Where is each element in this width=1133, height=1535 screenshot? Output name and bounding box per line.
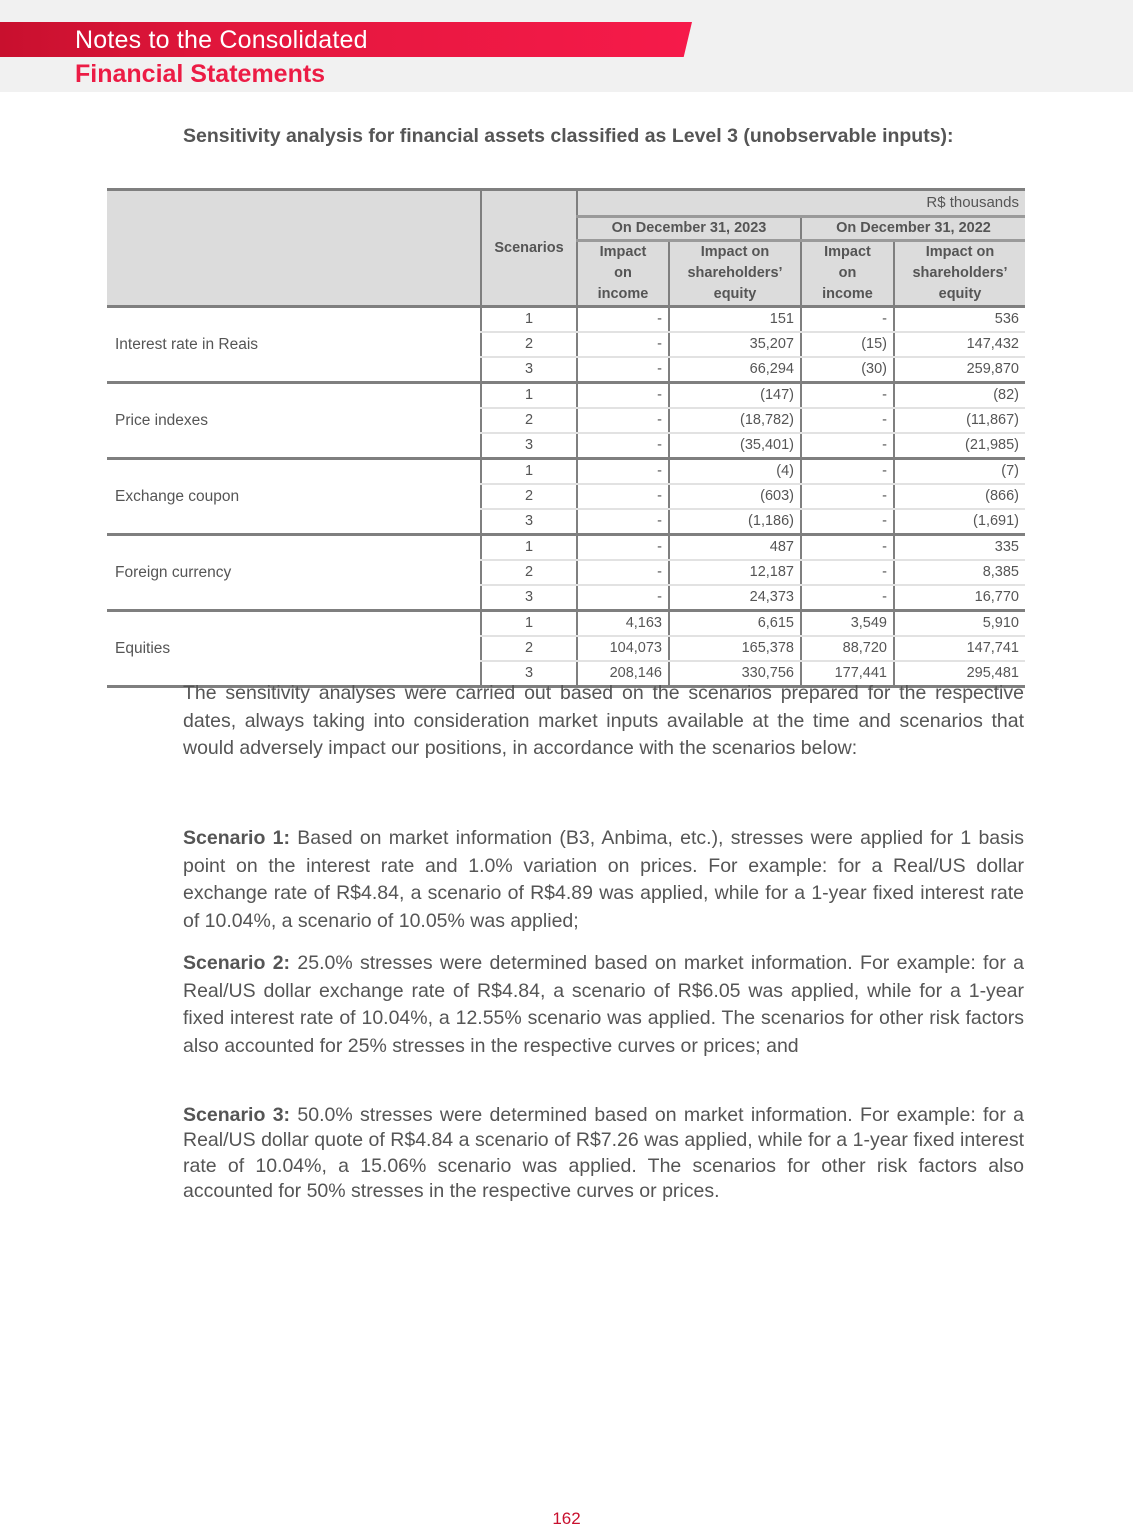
impact-income-2023: 104,073 (577, 636, 669, 661)
table-row (107, 383, 1025, 409)
impact-equity-2023: 66,294 (669, 357, 801, 383)
table-row (107, 611, 1025, 637)
scenario-1-paragraph: Scenario 1: Based on market information (B3, Anbima, etc.), stresses were applied for 1 basis point on the interest rate and 1.0% variation on prices. For example: for a Real/US dollar exchange rate of R$4.84, a scenario of R$4.89 was applied, while for a 1-year fixed interest rate of 10.04%, a scenario of 10.05% was applied; (183, 827, 1024, 932)
impact-equity-2023: 12,187 (669, 560, 801, 585)
impact-equity-2022: 8,385 (894, 560, 1025, 585)
impact-income-2023: - (577, 307, 669, 333)
impact-equity-2023: 165,378 (669, 636, 801, 661)
impact-income-2023: 4,163 (577, 611, 669, 637)
impact-income-2023: - (577, 535, 669, 561)
scenario-number: 2 (481, 332, 577, 357)
impact-income-2023: - (577, 509, 669, 535)
impact-income-2022: - (801, 585, 894, 611)
impact-equity-2022: 5,910 (894, 611, 1025, 637)
scenario-1-label: Scenario 1: (183, 827, 290, 849)
impact-income-2023: - (577, 383, 669, 409)
impact-equity-2022: (11,867) (894, 408, 1025, 433)
sensitivity-table (107, 188, 1025, 688)
impact-equity-2023: 6,615 (669, 611, 801, 637)
impact-equity-2022: 147,741 (894, 636, 1025, 661)
impact-equity-2022: 259,870 (894, 357, 1025, 383)
row-label-header (107, 190, 481, 307)
impact-income-2023: 208,146 (577, 661, 669, 687)
impact-equity-2023: 487 (669, 535, 801, 561)
impact-income-2022: - (801, 383, 894, 409)
impact-income-2023: - (577, 459, 669, 485)
scenarios-header: Scenarios (481, 190, 577, 307)
table-row (107, 307, 1025, 333)
impact-income-2023: - (577, 332, 669, 357)
impact-equity-2023: (147) (669, 383, 801, 409)
impact-equity-2023: (35,401) (669, 433, 801, 459)
scenario-number: 2 (481, 484, 577, 509)
impact-equity-2022: (82) (894, 383, 1025, 409)
scenario-3-label: Scenario 3: (183, 1104, 291, 1126)
scenario-number: 3 (481, 585, 577, 611)
scenario-number: 1 (481, 307, 577, 333)
impact-equity-2022: (21,985) (894, 433, 1025, 459)
impact-income-2023: - (577, 585, 669, 611)
scenario-number: 3 (481, 357, 577, 383)
impact-income-2022: - (801, 509, 894, 535)
impact-equity-2022: 295,481 (894, 661, 1025, 687)
impact-income-2022: - (801, 560, 894, 585)
table-row (107, 459, 1025, 485)
impact-equity-2023: (18,782) (669, 408, 801, 433)
impact-income-2022: - (801, 408, 894, 433)
impact-equity-2023: 330,756 (669, 661, 801, 687)
scenario-number: 2 (481, 636, 577, 661)
impact-equity-2022: (1,691) (894, 509, 1025, 535)
impact-income-2022: 177,441 (801, 661, 894, 687)
risk-factor-label: Price indexes (107, 383, 481, 459)
impact-equity-2022: 335 (894, 535, 1025, 561)
impact-income-2023: - (577, 560, 669, 585)
risk-factor-label: Interest rate in Reais (107, 307, 481, 383)
scenario-number: 3 (481, 433, 577, 459)
impact-income-2023: - (577, 357, 669, 383)
impact-equity-2022: (7) (894, 459, 1025, 485)
page-header (0, 0, 1133, 92)
impact-equity-2022: 147,432 (894, 332, 1025, 357)
header-title-line2: Financial Statements (75, 60, 326, 88)
impact-income-2022: (15) (801, 332, 894, 357)
impact-equity-2023: (1,186) (669, 509, 801, 535)
impact-income-2023-header: Impact on income (577, 241, 669, 307)
impact-equity-2022: 536 (894, 307, 1025, 333)
impact-equity-2023: (4) (669, 459, 801, 485)
scenario-2-label: Scenario 2: (183, 952, 291, 974)
scenario-number: 3 (481, 661, 577, 687)
scenario-number: 2 (481, 560, 577, 585)
impact-income-2022: - (801, 459, 894, 485)
intro-paragraph: The sensitivity analyses were carried out based on the scenarios prepared for the respective dates, always taking into consideration market inputs available at the time and scenarios that would adversely impact our positions, in accordance with the scenarios below: (183, 682, 1024, 759)
impact-equity-2023: (603) (669, 484, 801, 509)
impact-equity-2022: (866) (894, 484, 1025, 509)
risk-factor-label: Equities (107, 611, 481, 687)
impact-equity-2022-header: Impact on shareholders’ equity (894, 241, 1025, 307)
scenario-number: 1 (481, 611, 577, 637)
impact-equity-2022: 16,770 (894, 585, 1025, 611)
impact-income-2022-header: Impact on income (801, 241, 894, 307)
scenario-3-paragraph: Scenario 3: 50.0% stresses were determined based on market information. For example: for a Real/US dollar quote of R$4.84 a scenario of R$7.26 was applied, while for a 1-year fixed interest rate of 10.04%, a 15.06% scenario was applied. The scenarios for other risk factors also accounted for 50% stresses in the respective curves or prices. (183, 1104, 1024, 1202)
scenario-2-paragraph: Scenario 2: 25.0% stresses were determined based on market information. For example: for a Real/US dollar exchange rate of R$4.84, a scenario of R$6.05 was applied, while for a 1-year fixed interest rate of 10.04%, a 12.55% scenario was applied. The scenarios for other risk factors also accounted for 25% stresses in the respective curves or prices; and (183, 952, 1024, 1057)
impact-income-2022: - (801, 535, 894, 561)
impact-income-2022: 3,549 (801, 611, 894, 637)
risk-factor-label: Foreign currency (107, 535, 481, 611)
impact-income-2023: - (577, 484, 669, 509)
impact-income-2023: - (577, 433, 669, 459)
period-2023-header: On December 31, 2023 (577, 217, 801, 241)
impact-equity-2023-header: Impact on shareholders’ equity (669, 241, 801, 307)
impact-income-2022: (30) (801, 357, 894, 383)
scenario-number: 1 (481, 535, 577, 561)
scenario-number: 3 (481, 509, 577, 535)
table-row (107, 535, 1025, 561)
risk-factor-label: Exchange coupon (107, 459, 481, 535)
impact-income-2022: - (801, 433, 894, 459)
period-2022-header: On December 31, 2022 (801, 217, 1025, 241)
page-number: 162 (552, 1509, 581, 1528)
scenario-number: 1 (481, 383, 577, 409)
impact-income-2022: 88,720 (801, 636, 894, 661)
impact-equity-2023: 35,207 (669, 332, 801, 357)
header-title-line1: Notes to the Consolidated (75, 26, 368, 54)
section-title: Sensitivity analysis for financial assets classified as Level 3 (unobservable inputs): (183, 125, 954, 147)
impact-equity-2023: 24,373 (669, 585, 801, 611)
impact-equity-2023: 151 (669, 307, 801, 333)
unit-label: R$ thousands (577, 190, 1025, 217)
impact-income-2023: - (577, 408, 669, 433)
scenario-number: 1 (481, 459, 577, 485)
scenario-number: 2 (481, 408, 577, 433)
impact-income-2022: - (801, 484, 894, 509)
impact-income-2022: - (801, 307, 894, 333)
